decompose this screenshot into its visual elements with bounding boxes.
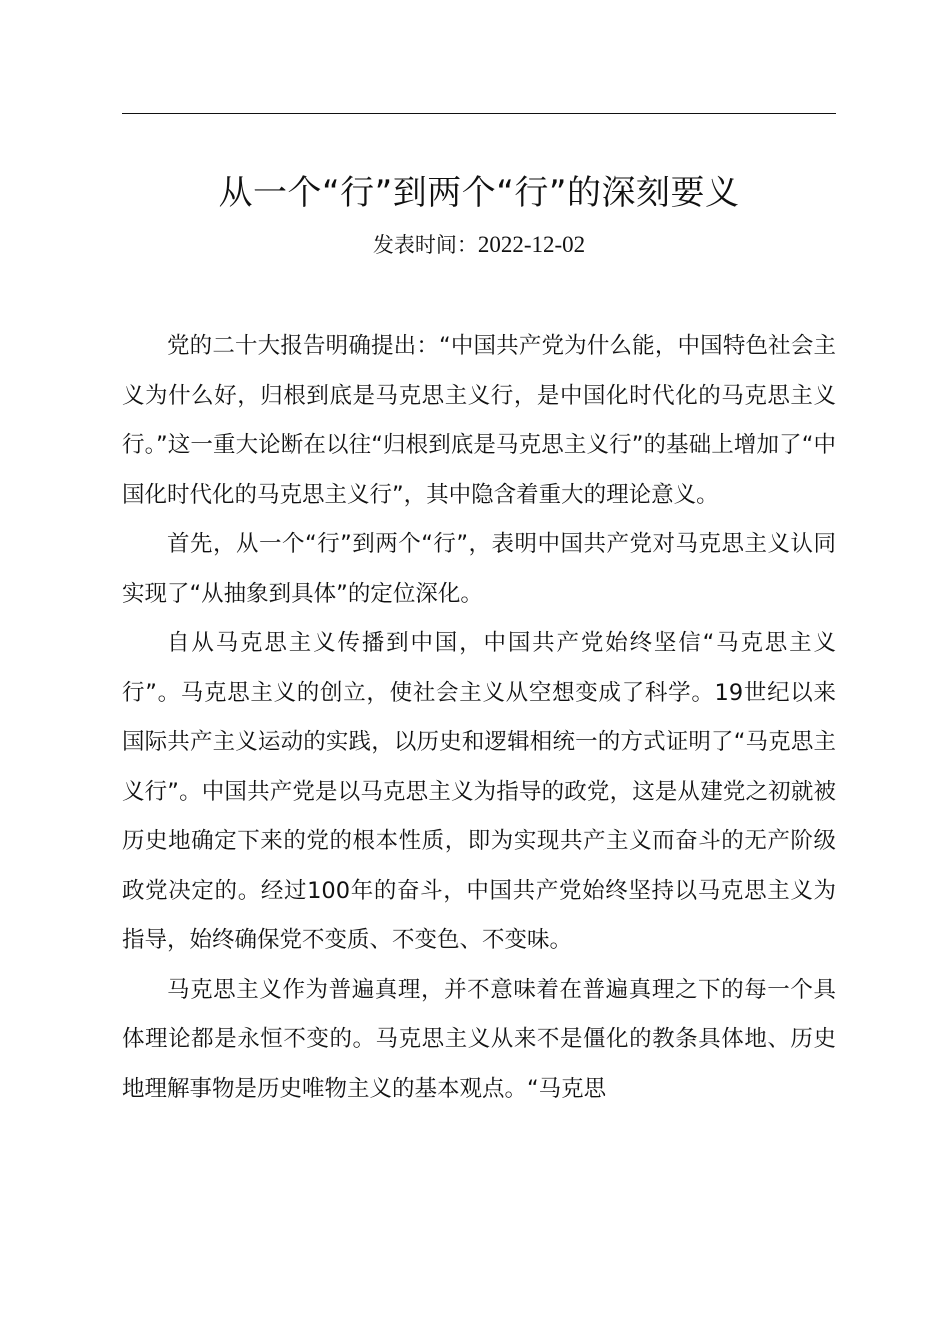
paragraph: 首先，从一个“行”到两个“行”，表明中国共产党对马克思主义认同实现了“从抽象到具体”的定位深化。 <box>122 531 836 607</box>
publish-date <box>122 229 836 261</box>
article-title: 从一个“行”到两个“行”的深刻要义 <box>218 173 740 213</box>
article-body <box>122 322 836 1114</box>
paragraph: 马克思主义作为普遍真理，并不意味着在普遍真理之下的每一个具体理论都是永恒不变的。马克思主义从来不是僵化的教条具体地、历史地理解事物是历史唯物主义的基本观点。“马克思 <box>122 976 836 1102</box>
paragraph: 党的二十大报告明确提出：“中国共产党为什么能，中国特色社会主义为什么好，归根到底是马克思主义行，是中国化时代化的马克思主义行。”这一重大论断在以往“归根到底是马克思主义行”的基础上增加了“中国化时代化的马克思主义行”，其中隐含着重大的理论意义。 <box>122 333 836 508</box>
publish-date-value: 2022-12-02 <box>477 232 586 257</box>
publish-date-label: 发表时间： <box>372 233 478 257</box>
paragraph: 自从马克思主义传播到中国，中国共产党始终坚信“马克思主义行”。马克思主义的创立，使社会主义从空想变成了科学。19世纪以来国际共产主义运动的实践，以历史和逻辑相统一的方式证明了“马克思主义行”。中国共产党是以马克思主义为指导的政党，这是从建党之初就被历史地确定下来的党的根本性质，即为实现共产主义而奋斗的无产阶级政党决定的。经过100年的奋斗，中国共产党始终坚持以马克思主义为指导，始终确保党不变质、不变色、不变味。 <box>122 630 836 953</box>
header-rule <box>122 113 836 114</box>
